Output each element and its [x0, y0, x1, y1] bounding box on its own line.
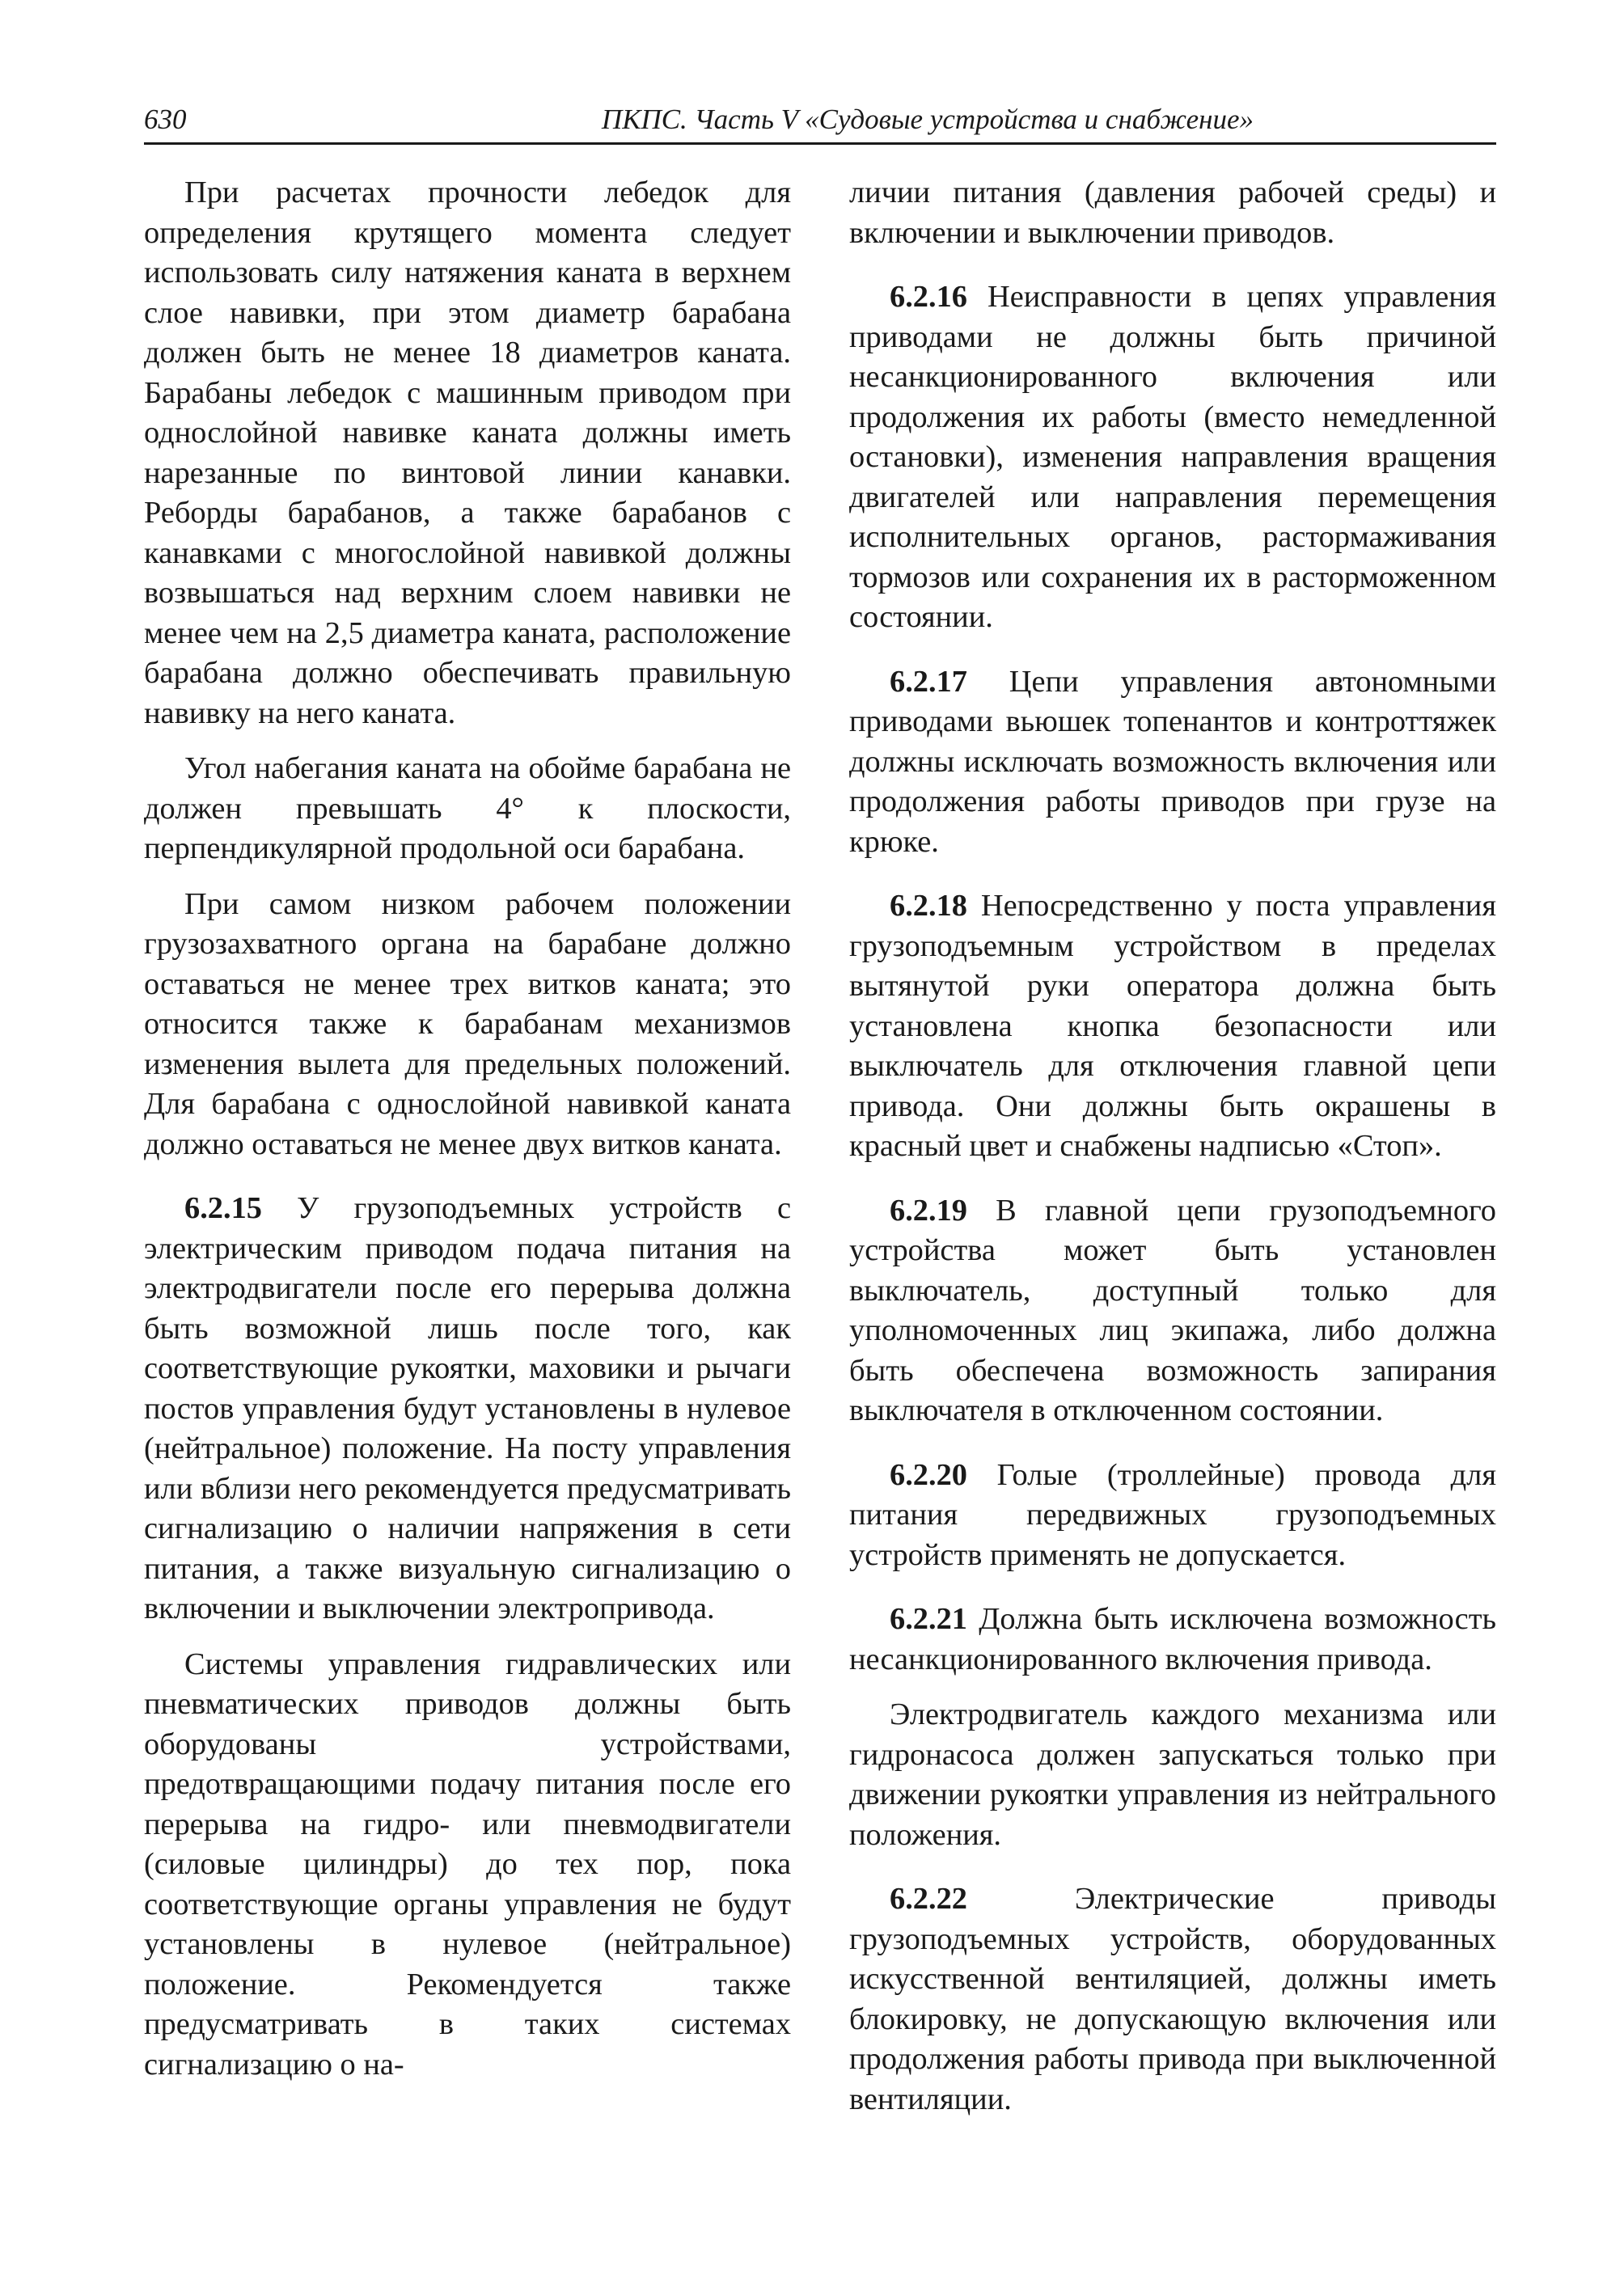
paragraph-fleet-angle: Угол набегания каната на обойме барабана не должен превышать 4° к плоскости, перпендикулярной продольной оси барабана.	[144, 751, 791, 865]
clause-text: Непосредственно у поста управления грузоподъемным устройством в пределах вытянутой руки оператора должна быть установлена кнопка безопасности или выключатель для отключения главной цепи привода. Они должны быть окрашены в красный цвет и снабжены надписью «Стоп».	[849, 889, 1496, 1163]
clause-text: Неисправности в цепях управления приводами не должны быть причиной несанкционированного включения или продолжения их работы (вместо немедленной остановки), изменения направления вращения двигателей или направления перемещения исполнительных органов, растормаживания тормозов или сохранения их в расторможенном состоянии.	[849, 280, 1496, 634]
clause-number: 6.2.22	[890, 1882, 967, 1916]
paragraph-motor-start: Электродвигатель каждого механизма или гидронасоса должен запускаться только при движении рукоятки управления из нейтрального положения.	[849, 1697, 1496, 1852]
clause-6-2-20	[849, 1456, 1496, 1576]
page-header	[144, 102, 1496, 145]
clause-text: В главной цепи грузоподъемного устройства может быть установлен выключатель, доступный только для уполномоченных лиц экипажа, либо должна быть обеспечена возможность запирания выключателя в отключенном состоянии.	[849, 1193, 1496, 1427]
clause-text: Цепи управления автономными приводами вьюшек топенантов и контроттяжек должны исключать возможность включения или продолжения работы приводов при грузе на крюке.	[849, 664, 1496, 859]
clause-number: 6.2.16	[890, 280, 967, 314]
paragraph-continuation: личии питания (давления рабочей среды) и включении и выключении приводов.	[849, 175, 1496, 250]
clause-number: 6.2.18	[890, 889, 967, 923]
clause-6-2-19	[849, 1191, 1496, 1431]
left-column	[144, 173, 791, 2100]
paragraph-drum-strength: При расчетах прочности лебедок для определения крутящего момента следует использовать силу натяжения каната в верхнем слое навивки, при этом диаметр барабана должен быть не менее 18 диаметров каната. Барабаны лебедок с машинным приводом при однослойной навивке каната должны иметь нарезанные по винтовой линии канавки. Реборды барабанов, а также барабанов с канавками с многослойной навивкой должны возвышаться над верхним слоем навивки не менее чем на 2,5 диаметра каната, расположение барабана должно обеспечивать правильную навивку на него каната.	[144, 175, 791, 730]
right-column	[849, 173, 1496, 2135]
clause-6-2-16	[849, 277, 1496, 638]
clause-number: 6.2.20	[890, 1457, 967, 1492]
clause-6-2-17	[849, 662, 1496, 863]
clause-text: Электрические приводы грузоподъемных устройств, оборудованных искусственной вентиляцией, должны иметь блокировку, не допускающую включения или продолжения работы привода при выключенной вентиляции.	[849, 1882, 1496, 2116]
clause-6-2-15	[144, 1189, 791, 1629]
clause-6-2-22	[849, 1879, 1496, 2120]
running-title: ПКПС. Часть V «Судовые устройства и снабжение»	[601, 104, 1254, 135]
clause-number: 6.2.15	[184, 1191, 262, 1225]
page-number: 630	[144, 104, 187, 135]
clause-6-2-21	[849, 1600, 1496, 1680]
clause-number: 6.2.21	[890, 1602, 967, 1636]
paragraph-hydraulic-control: Системы управления гидравлических или пневматических приводов должны быть оборудованы устройствами, предотвращающими подачу питания после его перерыва на гидро- или пневмодвигатели (силовые цилиндры) до тех пор, пока соответствующие органы управления не будут установлены в нулевое (нейтральное) положение. Рекомендуется также предусматривать в таких системах сигнализацию о на-	[144, 1646, 791, 2082]
clause-text: Должна быть исключена возможность несанкционированного включения привода.	[849, 1602, 1496, 1676]
clause-number: 6.2.19	[890, 1193, 967, 1228]
clause-6-2-18	[849, 886, 1496, 1167]
clause-number: 6.2.17	[890, 664, 967, 699]
paragraph-rope-turns: При самом низком рабочем положении грузозахватного органа на барабане должно оставаться не менее трех витков каната; это относится также к барабанам механизмов изменения вылета для предельных положений. Для барабана с однослойной навивкой каната должно оставаться не менее двух витков каната.	[144, 886, 791, 1161]
clause-text: У грузоподъемных устройств с электрическим приводом подача питания на электродвигатели после его перерыва должна быть возможной лишь после того, как соответствующие рукоятки, маховики и рычаги постов управления будут установлены в нулевое (нейтральное) положение. На посту управления или вблизи него рекомендуется предусматривать сигнализацию о наличии напряжения в сети питания, а также визуальную сигнализацию о включении и выключении электропривода.	[144, 1191, 791, 1625]
clause-text: Голые (троллейные) провода для питания передвижных грузоподъемных устройств применять не допускается.	[849, 1457, 1496, 1572]
